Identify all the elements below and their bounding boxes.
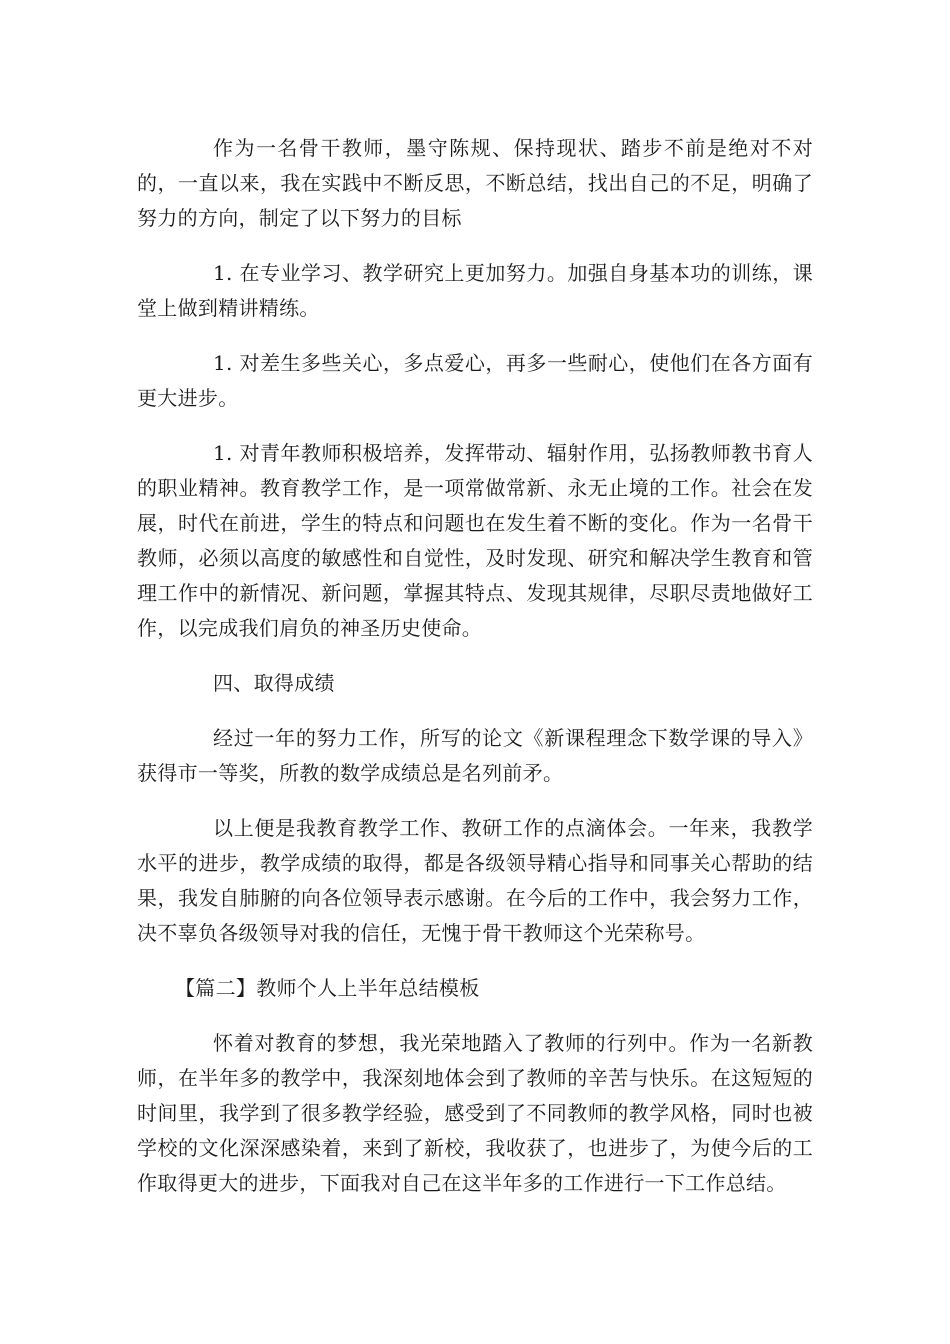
paragraph-goal-2: 1. 对差生多些关心，多点爱心，再多一些耐心，使他们在各方面有更大进步。 <box>137 351 813 410</box>
paragraph-goal-3: 1. 对青年教师积极培养，发挥带动、辐射作用，弘扬教师教书育人的职业精神。教育教学工作，是一项常做常新、永无止境的工作。社会在发展，时代在前进，学生的特点和问题也在发生着不断的变化。作为一名骨干教师，必须以高度的敏感性和自觉性，及时发现、研究和解决学生教育和管理工作中的新情况、新问题，掌握其特点、发现其规律，尽职尽责地做好工作，以完成我们肩负的神圣历史使命。 <box>137 441 813 640</box>
paragraph-achievements: 经过一年的努力工作，所写的论文《新课程理念下数学课的导入》获得市一等奖，所教的数学成绩总是名列前矛。 <box>137 726 813 785</box>
section-heading-achievements: 四、取得成绩 <box>213 671 335 695</box>
paragraph-conclusion: 以上便是我教育教学工作、教研工作的点滴体会。一年来，我教学水平的进步，教学成绩的取得，都是各级领导精心指导和同事关心帮助的结果，我发自肺腑的向各位领导表示感谢。在今后的工作中，我会努力工作，决不辜负各级领导对我的信任，无愧于骨干教师这个光荣称号。 <box>137 816 813 945</box>
document-body <box>137 131 813 1221</box>
chapter-heading-part-two: 【篇二】教师个人上半年总结模板 <box>175 976 480 1000</box>
paragraph-intro: 作为一名骨干教师，墨守陈规、保持现状、踏步不前是绝对不对的，一直以来，我在实践中不断反思，不断总结，找出自己的不足，明确了努力的方向，制定了以下努力的目标 <box>137 136 813 230</box>
paragraph-goal-1: 1. 在专业学习、教学研究上更加努力。加强自身基本功的训练，课堂上做到精讲精练。 <box>137 261 813 320</box>
paragraph-part-two-intro: 怀着对教育的梦想，我光荣地踏入了教师的行列中。作为一名新教师，在半年多的教学中，我深刻地体会到了教师的辛苦与快乐。在这短短的时间里，我学到了很多教学经验，感受到了不同教师的教学风格，同时也被学校的文化深深感染着，来到了新校，我收获了，也进步了，为使今后的工作取得更大的进步，下面我对自己在这半年多的工作进行一下工作总结。 <box>137 1031 813 1195</box>
